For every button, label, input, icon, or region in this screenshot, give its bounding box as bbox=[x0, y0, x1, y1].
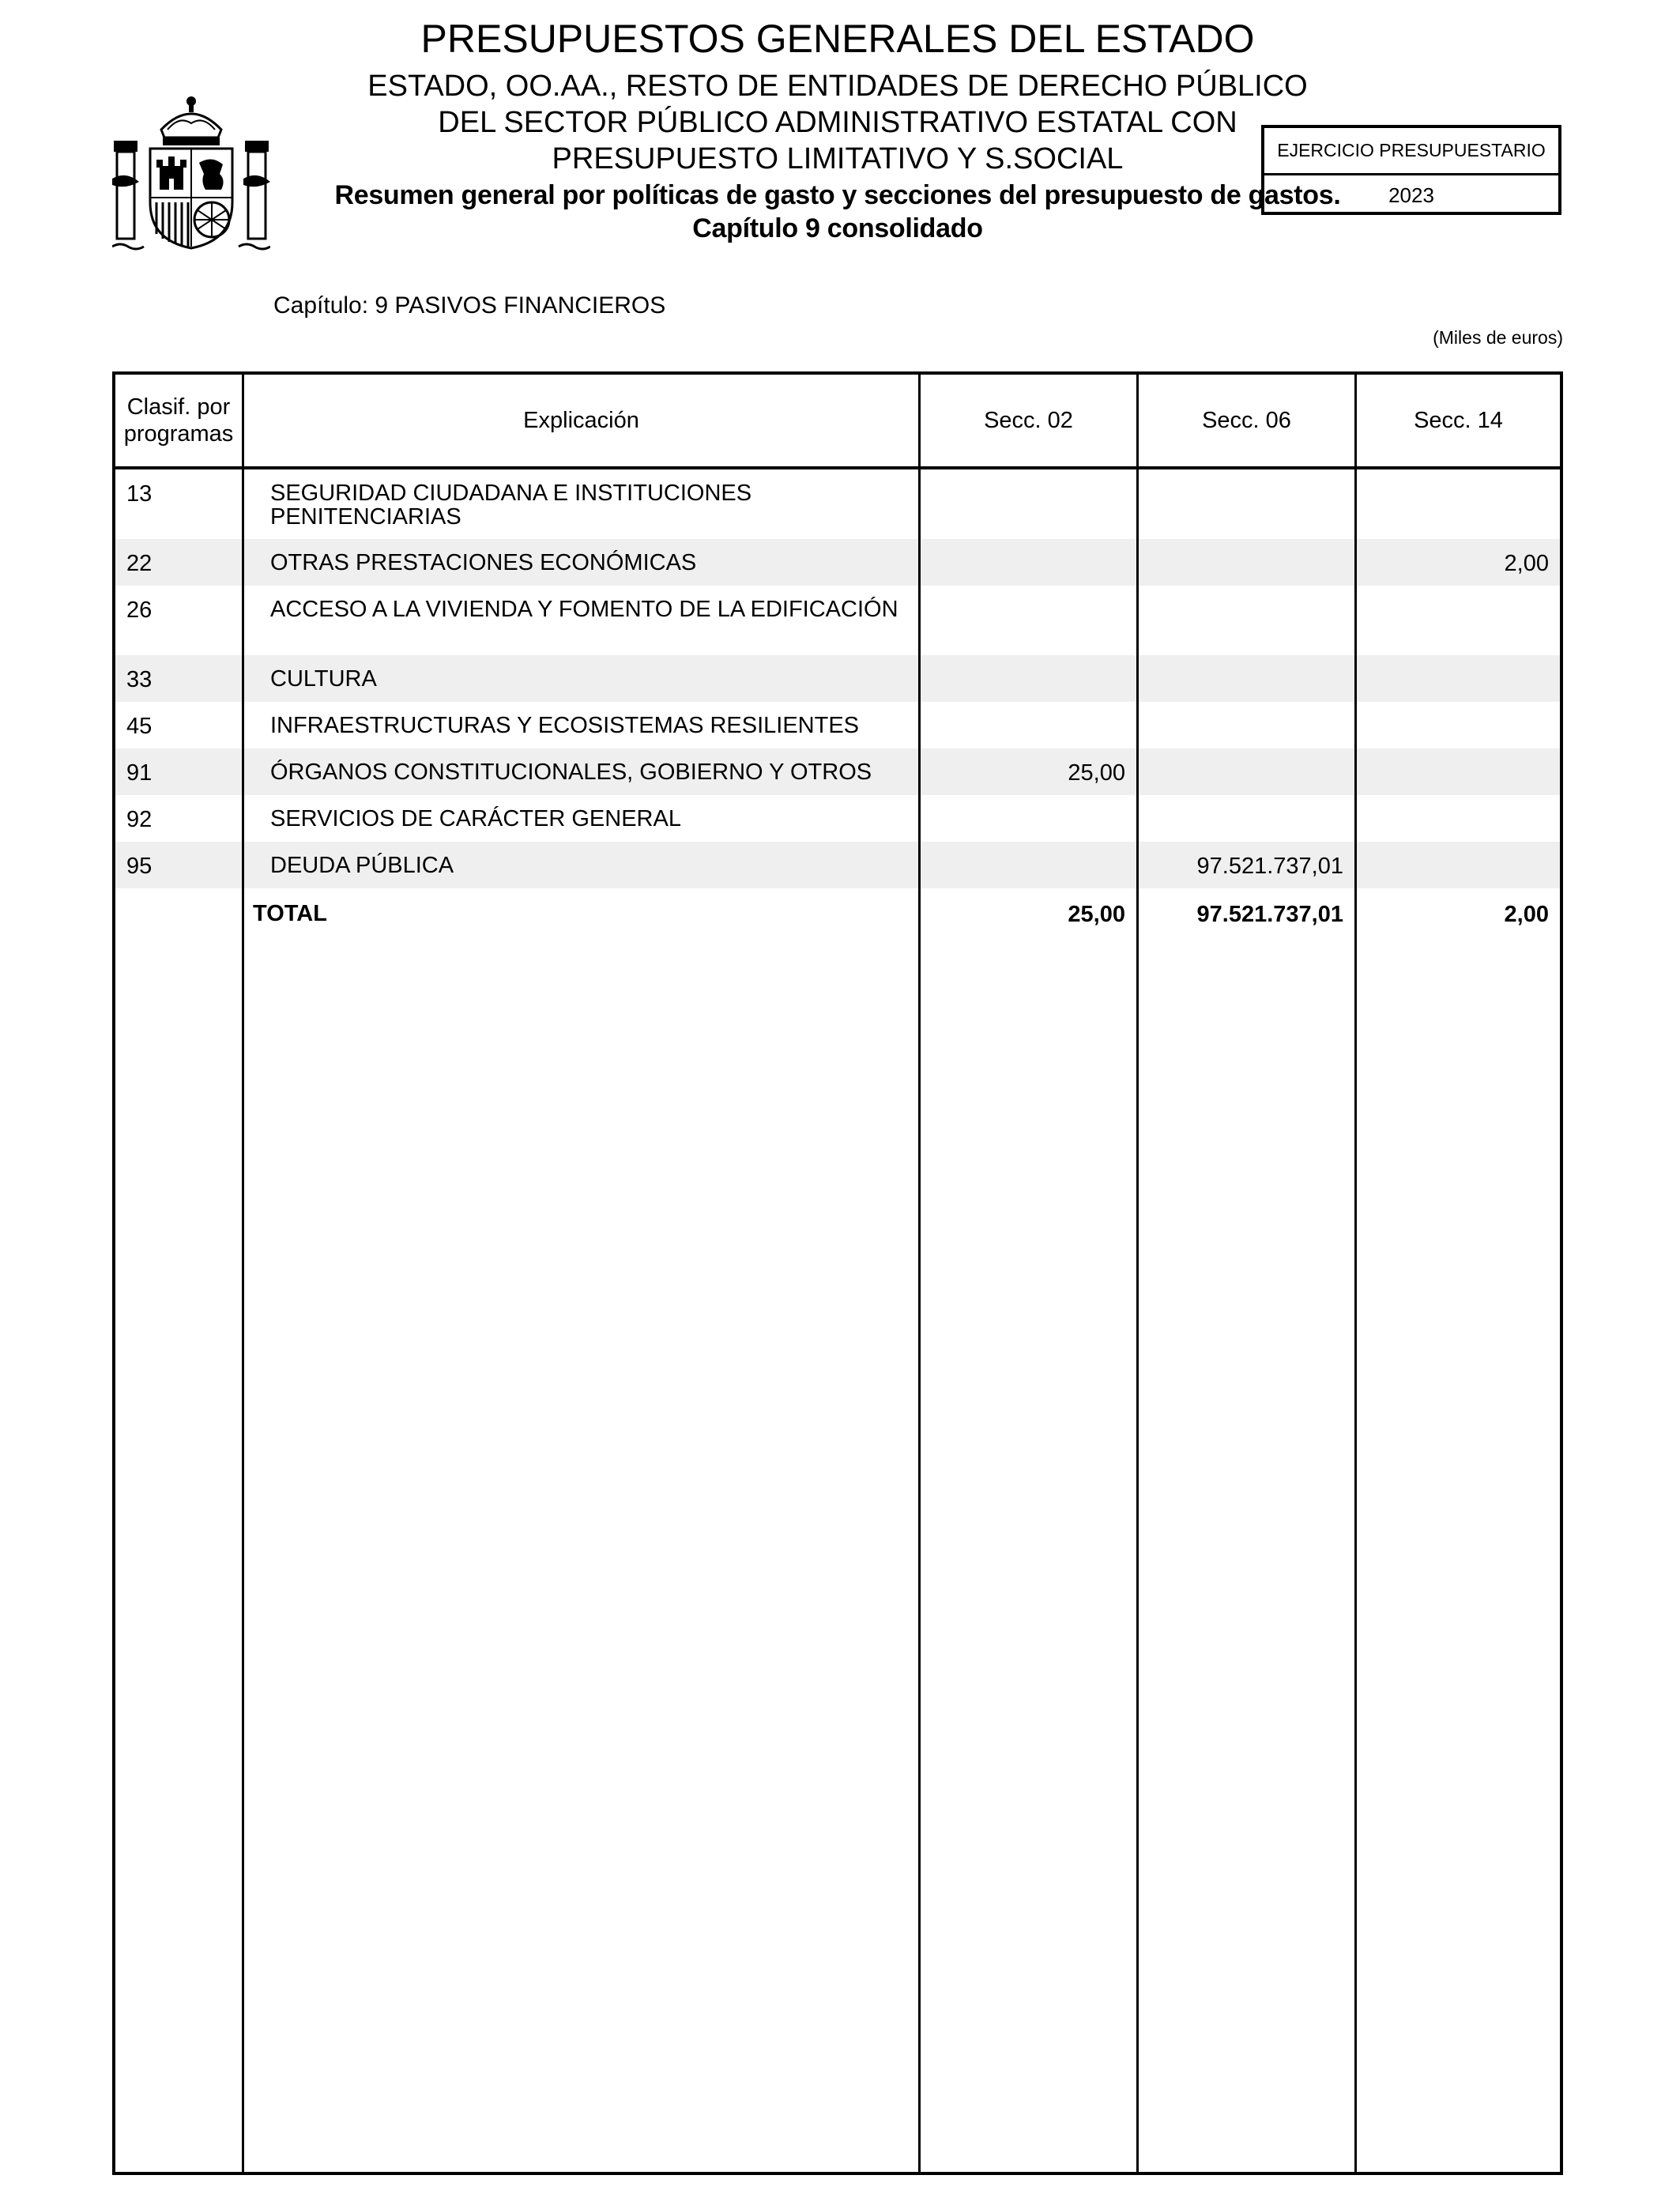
table-row bbox=[115, 748, 1560, 795]
program-description: OTRAS PRESTACIONES ECONÓMICAS bbox=[270, 550, 697, 575]
program-description: INFRAESTRUCTURAS Y ECOSISTEMAS RESILIENTES bbox=[270, 713, 860, 738]
program-code: 13 bbox=[126, 481, 153, 507]
column-divider bbox=[1136, 375, 1139, 2172]
summary-line: Capítulo 9 consolidado bbox=[692, 213, 983, 243]
program-description: ÓRGANOS CONSTITUCIONALES, GOBIERNO Y OTROS bbox=[270, 760, 872, 785]
program-code: 91 bbox=[126, 760, 153, 786]
entity-line: DEL SECTOR PÚBLICO ADMINISTRATIVO ESTATAL CON bbox=[438, 106, 1237, 139]
program-description: CULTURA bbox=[270, 666, 377, 692]
entity-description bbox=[284, 68, 1391, 177]
units-note: (Miles de euros) bbox=[1433, 327, 1563, 348]
column-header-clasif: Clasif. por programas bbox=[123, 394, 234, 447]
table-row bbox=[115, 586, 1560, 655]
exercise-box bbox=[1261, 125, 1561, 215]
table-row bbox=[115, 702, 1560, 748]
total-secc-06: 97.521.737,01 bbox=[1196, 902, 1343, 927]
chapter-line: Capítulo: 9 PASIVOS FINANCIEROS bbox=[273, 292, 666, 319]
summary-description bbox=[237, 179, 1438, 245]
column-divider bbox=[918, 375, 921, 2172]
table-row bbox=[115, 655, 1560, 702]
column-header-secc-14: Secc. 14 bbox=[1414, 408, 1503, 433]
total-row bbox=[115, 890, 1560, 937]
table-header bbox=[115, 375, 1560, 469]
total-label: TOTAL bbox=[253, 901, 327, 926]
column-header-secc-02: Secc. 02 bbox=[984, 408, 1073, 433]
program-code: 33 bbox=[126, 667, 153, 692]
exercise-year: 2023 bbox=[1388, 183, 1434, 207]
document-title: PRESUPUESTOS GENERALES DEL ESTADO bbox=[420, 17, 1255, 61]
entity-line: PRESUPUESTO LIMITATIVO Y S.SOCIAL bbox=[552, 142, 1124, 175]
program-code: 26 bbox=[126, 598, 153, 623]
program-code: 92 bbox=[126, 807, 153, 832]
amount-secc-14: 2,00 bbox=[1504, 551, 1549, 576]
total-secc-02: 25,00 bbox=[1068, 902, 1125, 927]
program-code: 95 bbox=[126, 854, 153, 879]
table-row bbox=[115, 795, 1560, 842]
exercise-label: EJERCICIO PRESUPUESTARIO bbox=[1264, 128, 1558, 175]
amount-secc-06: 97.521.737,01 bbox=[1196, 854, 1343, 879]
entity-line: ESTADO, OO.AA., RESTO DE ENTIDADES DE DERECHO PÚBLICO bbox=[367, 70, 1308, 103]
program-code: 22 bbox=[126, 551, 153, 576]
table-row bbox=[115, 842, 1560, 888]
total-secc-14: 2,00 bbox=[1504, 902, 1549, 927]
budget-table bbox=[112, 371, 1563, 2175]
column-divider bbox=[1354, 375, 1357, 2172]
column-header-explicacion: Explicación bbox=[523, 408, 639, 433]
amount-secc-02: 25,00 bbox=[1068, 760, 1125, 786]
summary-line: Resumen general por políticas de gasto y secciones del presupuesto de gastos. bbox=[334, 180, 1341, 210]
table-row bbox=[115, 539, 1560, 586]
program-code: 45 bbox=[126, 714, 153, 739]
program-description: SEGURIDAD CIUDADANA E INSTITUCIONES PENITENCIARIAS bbox=[270, 481, 752, 530]
program-description: ACCESO A LA VIVIENDA Y FOMENTO DE LA EDIFICACIÓN bbox=[270, 597, 898, 622]
program-description: DEUDA PÚBLICA bbox=[270, 853, 454, 878]
column-divider bbox=[242, 375, 244, 2172]
column-header-secc-06: Secc. 06 bbox=[1202, 408, 1291, 433]
table-row bbox=[115, 469, 1560, 539]
program-description: SERVICIOS DE CARÁCTER GENERAL bbox=[270, 806, 681, 831]
